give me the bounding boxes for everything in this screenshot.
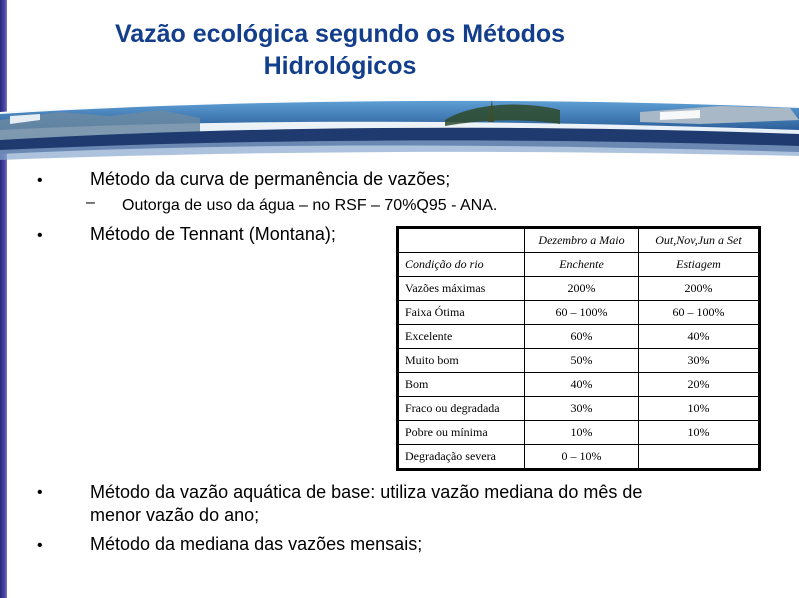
bullet-vazao-aquatica-cont: menor vazão do ano; [90, 505, 260, 525]
table-header-cell [398, 228, 525, 253]
table-cell: 0 – 10% [525, 445, 639, 470]
table-header-cell: Dezembro a Maio [525, 228, 639, 253]
sub-bullet-dash: – [86, 194, 95, 211]
table-cell: 10% [638, 421, 759, 445]
table-row [398, 397, 760, 421]
table-cell: Enchente [525, 253, 639, 277]
slide-title-line-1: Vazão ecológica segundo os Métodos [114, 20, 566, 48]
table-cell: Faixa Ótima [398, 301, 525, 325]
table-cell: 50% [525, 349, 639, 373]
reservoir-dam-photo-banner [0, 90, 799, 160]
bullet-tennant: Método de Tennant (Montana); [90, 224, 336, 244]
tennant-method-table [396, 226, 761, 471]
table-cell: 40% [638, 325, 759, 349]
table-row [398, 277, 760, 301]
table-cell: 30% [638, 349, 759, 373]
table-row [398, 349, 760, 373]
table-header-row [398, 228, 760, 253]
table-row [398, 373, 760, 397]
table-cell: 200% [638, 277, 759, 301]
table-cell: 60 – 100% [525, 301, 639, 325]
bullet-mediana-mensal: Método da mediana das vazões mensais; [90, 534, 423, 554]
table-cell: 20% [638, 373, 759, 397]
table-row [398, 253, 760, 277]
table-cell: 200% [525, 277, 639, 301]
bullet-dot-2: • [37, 227, 43, 244]
table-cell: Pobre ou mínima [398, 421, 525, 445]
table-cell: 30% [525, 397, 639, 421]
bullet-dot-4: • [37, 537, 43, 554]
bullet-dot-1: • [37, 172, 43, 189]
table-cell: Fraco ou degradada [398, 397, 525, 421]
slide-title-line-2: Hidrológicos [263, 52, 417, 80]
bullet-dot-3: • [37, 484, 43, 501]
table-cell: 10% [525, 421, 639, 445]
table-cell: Estiagem [638, 253, 759, 277]
table-cell [638, 445, 759, 470]
table-cell: Degradação severa [398, 445, 525, 470]
table-cell: 60 – 100% [638, 301, 759, 325]
bullet-curva-permanencia: Método da curva de permanência de vazões; [90, 169, 451, 189]
table-cell: 10% [638, 397, 759, 421]
table-cell: 40% [525, 373, 639, 397]
table-cell: Condição do rio [398, 253, 525, 277]
table-header-cell: Out,Nov,Jun a Set [638, 228, 759, 253]
table-cell: 60% [525, 325, 639, 349]
bullet-vazao-aquatica: Método da vazão aquática de base: utiliza vazão mediana do mês de [90, 482, 643, 502]
table-cell: Excelente [398, 325, 525, 349]
table-row [398, 421, 760, 445]
table-cell: Vazões máximas [398, 277, 525, 301]
sub-bullet-outorga: Outorga de uso da água – no RSF – 70%Q95 - ANA. [122, 197, 498, 214]
table-cell: Muito bom [398, 349, 525, 373]
table-row [398, 301, 760, 325]
table-row [398, 325, 760, 349]
slide-title [40, 18, 640, 82]
table-row [398, 445, 760, 470]
table-cell: Bom [398, 373, 525, 397]
